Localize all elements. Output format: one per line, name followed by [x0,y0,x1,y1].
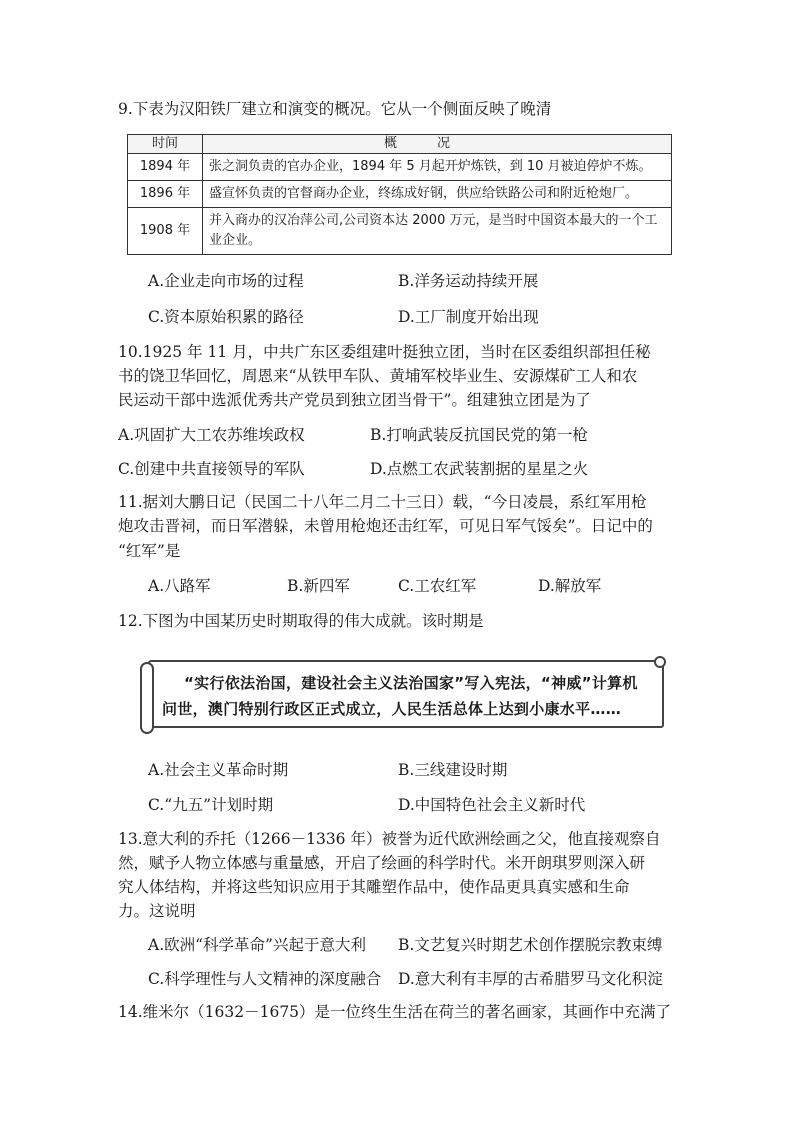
q9-option-b[interactable]: B.洋务运动持续开展 [398,272,539,290]
q10-option-b[interactable]: B.打响武装反抗国民党的第一枪 [370,426,588,444]
q10-line-1: 10.1925 年 11 月，中共广东区委组建叶挺独立团，当时在区委组织部担任秘 [118,343,651,361]
scroll-text [162,670,656,722]
q9-option-d[interactable]: D.工厂制度开始出现 [398,308,539,326]
q13-option-b[interactable]: B.文艺复兴时期艺术创作摆脱宗教束缚 [398,936,663,954]
table-cell-desc: 盛宣怀负责的官督商办企业，终练成好钢，供应给铁路公司和附近枪炮厂。 [203,181,672,208]
q12-option-b[interactable]: B.三线建设时期 [398,761,508,779]
table-cell-year: 1908 年 [128,208,203,255]
q11-line-1: 11.据刘大鹏日记（民国二十八年二月二十三日）载，“今日凌晨，系红军用枪 [118,493,647,511]
table-header-time: 时间 [128,135,203,154]
q13-line-2: 然，赋予人物立体感与重量感，开启了绘画的科学时代。米开朗琪罗则深入研 [118,854,646,872]
q13-option-d[interactable]: D.意大利有丰厚的古希腊罗马文化积淀 [398,970,663,988]
scroll-curl-right [654,656,666,668]
q10-line-2: 书的饶卫华回忆，周恩来“从铁甲车队、黄埔军校毕业生、安源煤矿工人和农 [118,367,638,385]
table-cell-desc: 并入商办的汉冶萍公司,公司资本达 2000 万元，是当时中国资本最大的一个工业企业。 [203,208,672,255]
q10-option-a[interactable]: A.巩固扩大工农苏维埃政权 [118,426,305,444]
q10-option-d[interactable]: D.点燃工农武装割据的星星之火 [370,460,589,478]
q11-line-2: 炮攻击晋祠，而日军潜躲，未曾用枪炮还击红军，可见日军气馁矣”。日记中的 [118,517,653,535]
q9-option-a[interactable]: A.企业走向市场的过程 [148,272,304,290]
q9-table [127,134,672,255]
scroll-line-2: 问世，澳门特别行政区正式成立，人民生活总体上达到小康水平…… [162,700,622,718]
q11-option-d[interactable]: D.解放军 [538,577,602,595]
q13-line-1: 13.意大利的乔托（1266－1336 年）被誉为近代欧洲绘画之父，他直接观察自 [118,830,661,848]
table-row [128,154,672,181]
table-cell-year: 1894 年 [128,154,203,181]
q14-line-1: 14.维米尔（1632－1675）是一位终生生活在荷兰的著名画家，其画作中充满了 [118,1003,672,1021]
q11-line-3: “红军”是 [118,542,181,560]
q11-option-c[interactable]: C.工农红军 [398,577,477,595]
table-cell-desc: 张之洞负责的官办企业，1894 年 5 月起开炉炼铁，到 10 月被迫停炉不炼。 [203,154,672,181]
q12-option-c[interactable]: C.“九五”计划时期 [148,796,274,814]
q13-option-c[interactable]: C.科学理性与人文精神的深度融合 [148,970,382,988]
table-header-row [128,135,672,154]
q11-option-b[interactable]: B.新四军 [287,577,350,595]
q10-line-3: 民运动干部中选派优秀共产党员到独立团当骨干”。组建独立团是为了 [118,391,591,409]
q12-option-a[interactable]: A.社会主义革命时期 [148,761,289,779]
q9-stem: 9.下表为汉阳铁厂建立和演变的概况。它从一个侧面反映了晚清 [118,100,552,118]
q13-line-4: 力。这说明 [118,902,196,920]
q11-option-a[interactable]: A.八路军 [148,577,211,595]
table-row [128,181,672,208]
scroll-curl-left [140,662,154,734]
scroll-line-1: “实行依法治国，建设社会主义法治国家”写入宪法，“神威”计算机 [184,674,638,692]
table-header-overview: 概况 [203,135,672,154]
q13-option-a[interactable]: A.欧洲“科学革命”兴起于意大利 [148,936,366,954]
table-cell-year: 1896 年 [128,181,203,208]
q10-option-c[interactable]: C.创建中共直接领导的军队 [118,460,305,478]
table-row [128,208,672,255]
q12-stem: 12.下图为中国某历史时期取得的伟大成就。该时期是 [118,612,484,630]
q9-option-c[interactable]: C.资本原始积累的路径 [148,308,304,326]
q13-line-3: 究人体结构，并将这些知识应用于其雕塑作品中，使作品更具真实感和生命 [118,878,630,896]
q12-option-d[interactable]: D.中国特色社会主义新时代 [398,796,586,814]
